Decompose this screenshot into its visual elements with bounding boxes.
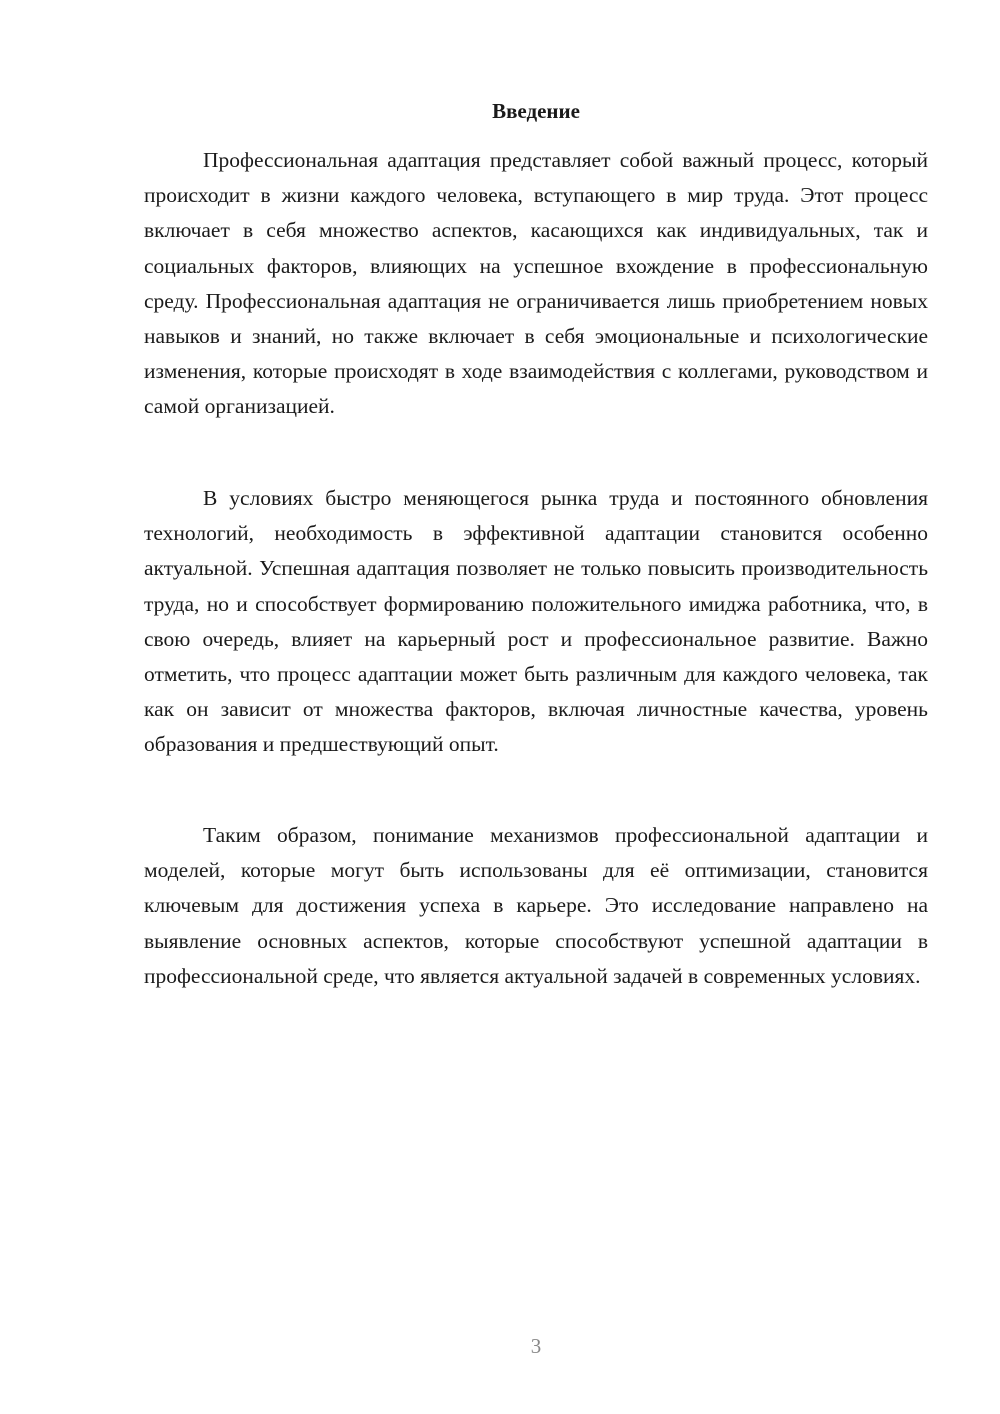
body-paragraph: Таким образом, понимание механизмов профессиональной адаптации и моделей, которые могут быть использованы для её оптимизации, становится ключевым для достижения успеха в карьере. Это исследование направлено на выявление основных аспектов, которые способствуют успешной адаптации в профессиональной среде, что является актуальной задачей в современных условиях. <box>144 823 928 988</box>
section-heading: Введение <box>492 99 580 123</box>
page-number: 3 <box>530 1334 542 1358</box>
body-paragraph: В условиях быстро меняющегося рынка труда и постоянного обновления технологий, необходимость в эффективной адаптации становится особенно актуальной. Успешная адаптация позволяет не только повысить производительность труда, но и способствует формированию положительного имиджа работника, что, в свою очередь, влияет на карьерный рост и профессиональное развитие. Важно отметить, что процесс адаптации может быть различным для каждого человека, так как он зависит от множества факторов, включая личностные качества, уровень образования и предшествующий опыт. <box>144 486 928 757</box>
body-paragraph: Профессиональная адаптация представляет собой важный процесс, который происходит в жизни каждого человека, вступающего в мир труда. Этот процесс включает в себя множество аспектов, касающихся как индивидуальных, так и социальных факторов, влияющих на успешное вхождение в профессиональную среду. Профессиональная адаптация не ограничивается лишь приобретением новых навыков и знаний, но также включает в себя эмоциональные и психологические изменения, которые происходят в ходе взаимодействия с коллегами, руководством и самой организацией. <box>144 148 928 419</box>
